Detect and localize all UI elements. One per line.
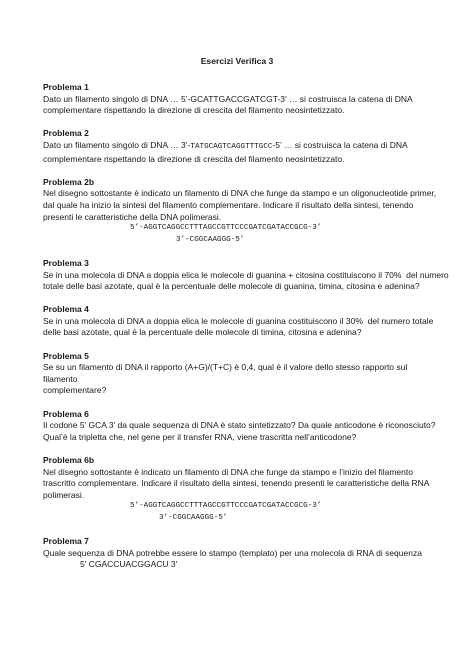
problem-text-line: delle basi azotate, qual è la percentuale delle molecole di timina, citosina e adenina? — [43, 327, 362, 338]
problem-text-line: Nel disegno sottostante è indicato un filamento di DNA che funge da stampo e un oligonucleotide primer, — [43, 188, 437, 199]
problems-list — [43, 82, 449, 583]
problem-text-line: complementare rispettando la direzione di crescita del filamento neosintetizzato. — [43, 153, 345, 164]
problem-2 — [43, 128, 443, 165]
problem-heading: Problema 1 — [43, 82, 89, 92]
problem-text-line: Dato un filamento singolo di DNA … 5’-GCATTGACCGATCGT-3’ … si costruisca la catena di DNA — [43, 93, 413, 104]
document-title: Esercizi Verifica 3 — [200, 56, 274, 66]
problem-heading: Problema 6b — [43, 455, 95, 465]
problem-text-line — [43, 140, 443, 154]
template-strand: 5’-AGGTCAGGCCTTTAGCCGTTCCCGATCGATACCGCG-3’ — [130, 502, 322, 511]
problem-4 — [43, 304, 443, 339]
problem-7 — [43, 536, 443, 571]
problem-text-line: totale delle basi azotate, qual è la percentuale delle molecole di guanina, timina, citosina e adenina? — [43, 281, 420, 292]
text-prefix: Dato un filamento singolo di DNA … 3’- — [43, 139, 191, 150]
problem-3 — [43, 257, 449, 293]
problem-heading: Problema 4 — [43, 304, 89, 315]
problem-5 — [43, 351, 443, 397]
problem-6 — [43, 409, 443, 444]
problem-text-line: presenti le caratteristiche della DNA polimerasi. — [43, 211, 222, 222]
problem-text-line: complementare? — [43, 385, 107, 396]
problem-heading: Problema 6 — [43, 408, 89, 419]
rna-strand: 3’-CGGCAAGGG-5’ — [159, 513, 228, 522]
problem-heading: Problema 7 — [43, 536, 89, 547]
primer-strand: 3’-CGGCAAGGG-5’ — [176, 235, 245, 244]
problem-text-line: Il codone 5’ GCA 3’ da quale sequenza di DNA è stato sintetizzato? Da quale anticodone è riconosciuto? — [43, 420, 436, 431]
template-strand: 5’-AGGTCAGGCCTTTAGCCGTTCCCGATCGATACCGCG-3’ — [130, 224, 322, 233]
problem-2b — [43, 177, 443, 247]
problem-6b — [43, 455, 443, 525]
problem-text-line: polimerasi. — [43, 489, 85, 500]
problem-heading: Problema 5 — [43, 350, 89, 361]
problem-text-line: trascritto complementare. Indicare il risultato della sintesi, tenendo presenti le caratteristiche della RNA — [43, 478, 430, 489]
dna-sequence: TATGCAGTCAGGTTTGCC — [190, 142, 273, 151]
problem-text-line: Se in una molecola di DNA a doppia elica le molecole di guanina + citosina costituiscono il 70% del numero — [43, 269, 449, 280]
problem-heading: Problema 3 — [43, 257, 89, 268]
problem-text-line: Qual’è la tripletta che, nel gene per il transfer RNA, viene trascritta nell’anticodone? — [43, 431, 357, 442]
text-suffix: -5’ … si costruisca la catena di DNA — [272, 139, 408, 150]
problem-heading: Problema 2 — [43, 128, 89, 139]
rna-sequence: 5' CGACCUACGGACU 3' — [80, 559, 178, 570]
problem-text-line: complementare rispettando la direzione di crescita del filamento neosintetizzato. — [43, 105, 345, 116]
problem-text-line: Se in una molecola di DNA a doppia elica le molecole di guanina costituiscono il 30% del numero totale — [43, 315, 434, 326]
problem-text-line: Quale sequenza di DNA potrebbe essere lo stampo (templato) per una molecola di RNA di sequenza — [43, 547, 422, 558]
problem-text-line: Se su un filamento di DNA il rapporto (A+G)/(T+C) è 0,4, qual è il valore dello stesso rapporto sul filamento — [43, 362, 408, 384]
problem-1 — [43, 82, 443, 117]
problem-text-line: dal quale ha inizio la sintesi del filamento complementare. Indicare il risultato della sintesi, tenendo — [43, 199, 414, 210]
problem-heading: Problema 2b — [43, 176, 95, 187]
problem-text-line: Nel disegno sottostante è indicato un filamento di DNA che funge da stampo e l’inizio del filamento — [43, 466, 413, 477]
